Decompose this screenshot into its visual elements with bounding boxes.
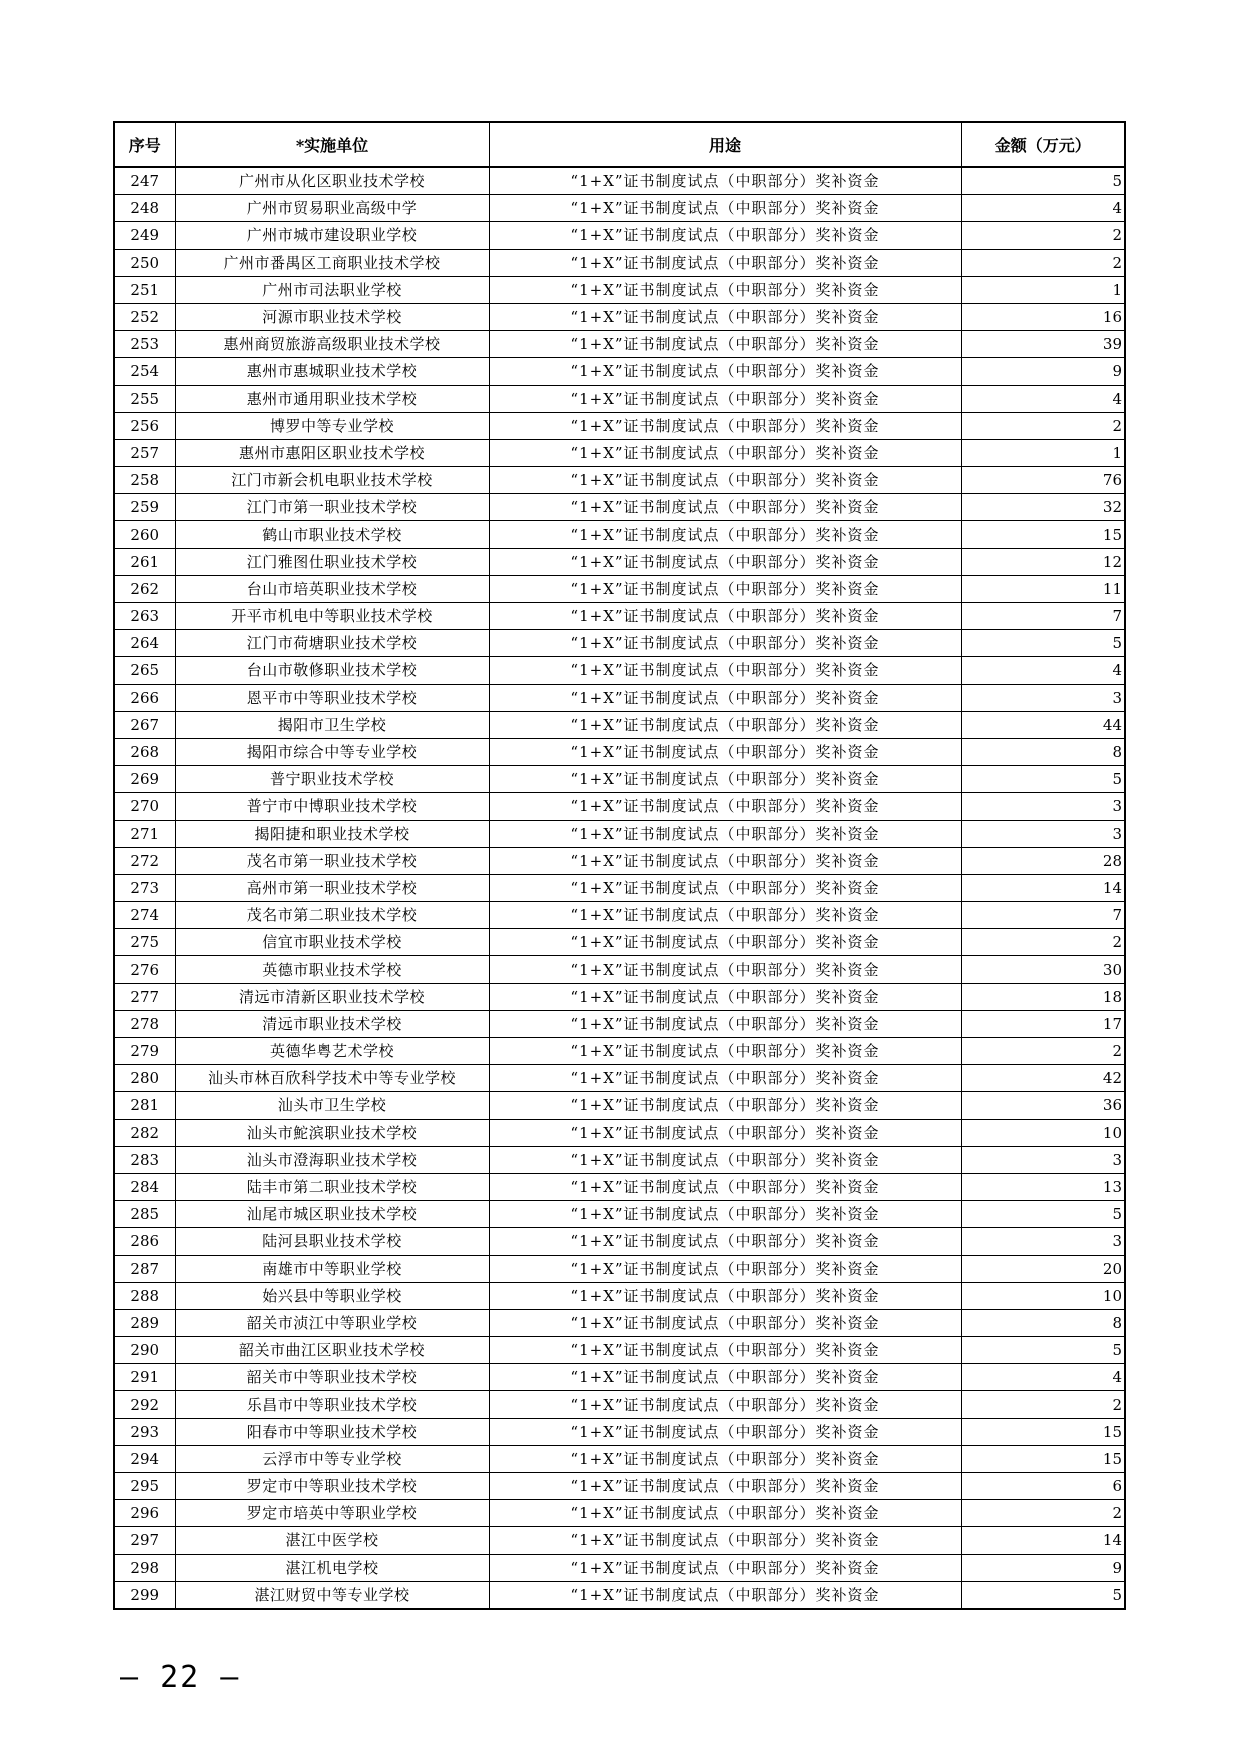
table-row — [114, 575, 1125, 602]
cell-implementing-unit: 普宁市中博职业技术学校 — [175, 793, 489, 820]
table-row — [114, 358, 1125, 385]
cell-serial-number: 257 — [114, 439, 175, 466]
table-row — [114, 1473, 1125, 1500]
cell-amount: 10 — [961, 1282, 1125, 1309]
cell-purpose: “1+X”证书制度试点（中职部分）奖补资金 — [489, 1554, 961, 1581]
table-row — [114, 385, 1125, 412]
cell-purpose: “1+X”证书制度试点（中职部分）奖补资金 — [489, 467, 961, 494]
table-row — [114, 412, 1125, 439]
cell-amount: 8 — [961, 738, 1125, 765]
table-row — [114, 1228, 1125, 1255]
table-row — [114, 1391, 1125, 1418]
cell-purpose: “1+X”证书制度试点（中职部分）奖补资金 — [489, 548, 961, 575]
cell-serial-number: 282 — [114, 1119, 175, 1146]
cell-serial-number: 268 — [114, 738, 175, 765]
cell-purpose: “1+X”证书制度试点（中职部分）奖补资金 — [489, 630, 961, 657]
cell-serial-number: 296 — [114, 1500, 175, 1527]
cell-amount: 7 — [961, 603, 1125, 630]
cell-serial-number: 258 — [114, 467, 175, 494]
table-row — [114, 874, 1125, 901]
cell-implementing-unit: 惠州市通用职业技术学校 — [175, 385, 489, 412]
cell-amount: 2 — [961, 412, 1125, 439]
cell-serial-number: 293 — [114, 1418, 175, 1445]
cell-implementing-unit: 陆丰市第二职业技术学校 — [175, 1173, 489, 1200]
cell-implementing-unit: 江门雅图仕职业技术学校 — [175, 548, 489, 575]
cell-amount: 5 — [961, 1581, 1125, 1609]
cell-purpose: “1+X”证书制度试点（中职部分）奖补资金 — [489, 1119, 961, 1146]
cell-purpose: “1+X”证书制度试点（中职部分）奖补资金 — [489, 1010, 961, 1037]
table-row — [114, 1146, 1125, 1173]
cell-amount: 15 — [961, 1445, 1125, 1472]
cell-serial-number: 267 — [114, 711, 175, 738]
cell-implementing-unit: 罗定市中等职业技术学校 — [175, 1473, 489, 1500]
cell-purpose: “1+X”证书制度试点（中职部分）奖补资金 — [489, 1201, 961, 1228]
cell-amount: 20 — [961, 1255, 1125, 1282]
cell-implementing-unit: 茂名市第二职业技术学校 — [175, 902, 489, 929]
cell-purpose: “1+X”证书制度试点（中职部分）奖补资金 — [489, 1445, 961, 1472]
cell-serial-number: 292 — [114, 1391, 175, 1418]
cell-purpose: “1+X”证书制度试点（中职部分）奖补资金 — [489, 1255, 961, 1282]
cell-purpose: “1+X”证书制度试点（中职部分）奖补资金 — [489, 412, 961, 439]
cell-implementing-unit: 江门市第一职业技术学校 — [175, 494, 489, 521]
cell-serial-number: 264 — [114, 630, 175, 657]
table-row — [114, 1418, 1125, 1445]
cell-implementing-unit: 清远市清新区职业技术学校 — [175, 983, 489, 1010]
cell-implementing-unit: 湛江机电学校 — [175, 1554, 489, 1581]
cell-amount: 8 — [961, 1309, 1125, 1336]
table-row — [114, 711, 1125, 738]
cell-serial-number: 298 — [114, 1554, 175, 1581]
cell-amount: 13 — [961, 1173, 1125, 1200]
cell-serial-number: 260 — [114, 521, 175, 548]
cell-amount: 9 — [961, 358, 1125, 385]
cell-serial-number: 253 — [114, 331, 175, 358]
cell-amount: 32 — [961, 494, 1125, 521]
cell-purpose: “1+X”证书制度试点（中职部分）奖补资金 — [489, 1418, 961, 1445]
cell-implementing-unit: 罗定市培英中等职业学校 — [175, 1500, 489, 1527]
cell-purpose: “1+X”证书制度试点（中职部分）奖补资金 — [489, 1282, 961, 1309]
cell-implementing-unit: 揭阳市卫生学校 — [175, 711, 489, 738]
table-row — [114, 657, 1125, 684]
cell-purpose: “1+X”证书制度试点（中职部分）奖补资金 — [489, 1500, 961, 1527]
cell-implementing-unit: 广州市从化区职业技术学校 — [175, 167, 489, 195]
cell-amount: 30 — [961, 956, 1125, 983]
cell-amount: 2 — [961, 1500, 1125, 1527]
cell-purpose: “1+X”证书制度试点（中职部分）奖补资金 — [489, 766, 961, 793]
cell-serial-number: 255 — [114, 385, 175, 412]
table-row — [114, 684, 1125, 711]
cell-purpose: “1+X”证书制度试点（中职部分）奖补资金 — [489, 956, 961, 983]
table-row — [114, 1173, 1125, 1200]
cell-serial-number: 252 — [114, 303, 175, 330]
cell-serial-number: 259 — [114, 494, 175, 521]
cell-purpose: “1+X”证书制度试点（中职部分）奖补资金 — [489, 738, 961, 765]
cell-purpose: “1+X”证书制度试点（中职部分）奖补资金 — [489, 195, 961, 222]
header-row — [114, 122, 1125, 167]
cell-amount: 9 — [961, 1554, 1125, 1581]
cell-implementing-unit: 揭阳捷和职业技术学校 — [175, 820, 489, 847]
cell-purpose: “1+X”证书制度试点（中职部分）奖补资金 — [489, 1146, 961, 1173]
cell-implementing-unit: 台山市培英职业技术学校 — [175, 575, 489, 602]
cell-implementing-unit: 汕头市林百欣科学技术中等专业学校 — [175, 1065, 489, 1092]
cell-purpose: “1+X”证书制度试点（中职部分）奖补资金 — [489, 711, 961, 738]
cell-implementing-unit: 鹤山市职业技术学校 — [175, 521, 489, 548]
header-serial-number: 序号 — [114, 122, 175, 167]
cell-amount: 12 — [961, 548, 1125, 575]
cell-implementing-unit: 汕头市澄海职业技术学校 — [175, 1146, 489, 1173]
table-row — [114, 1255, 1125, 1282]
cell-implementing-unit: 韶关市中等职业技术学校 — [175, 1364, 489, 1391]
cell-implementing-unit: 河源市职业技术学校 — [175, 303, 489, 330]
cell-serial-number: 265 — [114, 657, 175, 684]
table-row — [114, 439, 1125, 466]
cell-serial-number: 263 — [114, 603, 175, 630]
cell-implementing-unit: 英德华粤艺术学校 — [175, 1038, 489, 1065]
table-row — [114, 929, 1125, 956]
cell-amount: 4 — [961, 195, 1125, 222]
cell-purpose: “1+X”证书制度试点（中职部分）奖补资金 — [489, 874, 961, 901]
table-header — [114, 122, 1125, 167]
cell-amount: 2 — [961, 249, 1125, 276]
table-row — [114, 793, 1125, 820]
table-row — [114, 1337, 1125, 1364]
cell-serial-number: 280 — [114, 1065, 175, 1092]
cell-amount: 2 — [961, 1391, 1125, 1418]
cell-serial-number: 249 — [114, 222, 175, 249]
cell-purpose: “1+X”证书制度试点（中职部分）奖补资金 — [489, 249, 961, 276]
cell-purpose: “1+X”证书制度试点（中职部分）奖补资金 — [489, 1391, 961, 1418]
cell-purpose: “1+X”证书制度试点（中职部分）奖补资金 — [489, 385, 961, 412]
cell-serial-number: 274 — [114, 902, 175, 929]
cell-implementing-unit: 乐昌市中等职业技术学校 — [175, 1391, 489, 1418]
cell-serial-number: 288 — [114, 1282, 175, 1309]
cell-purpose: “1+X”证书制度试点（中职部分）奖补资金 — [489, 1092, 961, 1119]
table-row — [114, 331, 1125, 358]
cell-purpose: “1+X”证书制度试点（中职部分）奖补资金 — [489, 1337, 961, 1364]
cell-implementing-unit: 汕头市鮀滨职业技术学校 — [175, 1119, 489, 1146]
cell-amount: 42 — [961, 1065, 1125, 1092]
table-row — [114, 1010, 1125, 1037]
cell-serial-number: 299 — [114, 1581, 175, 1609]
cell-amount: 28 — [961, 847, 1125, 874]
table-row — [114, 249, 1125, 276]
cell-implementing-unit: 博罗中等专业学校 — [175, 412, 489, 439]
cell-implementing-unit: 英德市职业技术学校 — [175, 956, 489, 983]
cell-serial-number: 295 — [114, 1473, 175, 1500]
cell-implementing-unit: 茂名市第一职业技术学校 — [175, 847, 489, 874]
table-row — [114, 548, 1125, 575]
table-body — [114, 167, 1125, 1609]
cell-amount: 15 — [961, 521, 1125, 548]
cell-purpose: “1+X”证书制度试点（中职部分）奖补资金 — [489, 793, 961, 820]
funding-table — [113, 121, 1126, 1610]
table-row — [114, 195, 1125, 222]
header-purpose: 用途 — [489, 122, 961, 167]
cell-implementing-unit: 普宁职业技术学校 — [175, 766, 489, 793]
cell-purpose: “1+X”证书制度试点（中职部分）奖补资金 — [489, 222, 961, 249]
cell-amount: 39 — [961, 331, 1125, 358]
cell-amount: 14 — [961, 1527, 1125, 1554]
cell-implementing-unit: 湛江中医学校 — [175, 1527, 489, 1554]
cell-amount: 3 — [961, 820, 1125, 847]
cell-serial-number: 281 — [114, 1092, 175, 1119]
cell-serial-number: 286 — [114, 1228, 175, 1255]
page-number: — 22 — — [120, 1660, 241, 1695]
cell-purpose: “1+X”证书制度试点（中职部分）奖补资金 — [489, 1309, 961, 1336]
table-row — [114, 766, 1125, 793]
cell-serial-number: 297 — [114, 1527, 175, 1554]
cell-implementing-unit: 揭阳市综合中等专业学校 — [175, 738, 489, 765]
cell-implementing-unit: 汕头市卫生学校 — [175, 1092, 489, 1119]
cell-amount: 4 — [961, 1364, 1125, 1391]
cell-serial-number: 289 — [114, 1309, 175, 1336]
cell-implementing-unit: 南雄市中等职业学校 — [175, 1255, 489, 1282]
cell-purpose: “1+X”证书制度试点（中职部分）奖补资金 — [489, 1364, 961, 1391]
cell-serial-number: 262 — [114, 575, 175, 602]
cell-purpose: “1+X”证书制度试点（中职部分）奖补资金 — [489, 1581, 961, 1609]
cell-amount: 4 — [961, 385, 1125, 412]
cell-implementing-unit: 广州市司法职业学校 — [175, 276, 489, 303]
cell-purpose: “1+X”证书制度试点（中职部分）奖补资金 — [489, 1038, 961, 1065]
table-row — [114, 276, 1125, 303]
cell-implementing-unit: 始兴县中等职业学校 — [175, 1282, 489, 1309]
table-row — [114, 222, 1125, 249]
cell-amount: 2 — [961, 222, 1125, 249]
cell-implementing-unit: 惠州市惠阳区职业技术学校 — [175, 439, 489, 466]
table-row — [114, 1092, 1125, 1119]
cell-purpose: “1+X”证书制度试点（中职部分）奖补资金 — [489, 603, 961, 630]
cell-serial-number: 294 — [114, 1445, 175, 1472]
table-row — [114, 1554, 1125, 1581]
cell-serial-number: 284 — [114, 1173, 175, 1200]
table-row — [114, 167, 1125, 195]
cell-amount: 7 — [961, 902, 1125, 929]
cell-serial-number: 275 — [114, 929, 175, 956]
table-row — [114, 902, 1125, 929]
cell-serial-number: 276 — [114, 956, 175, 983]
cell-purpose: “1+X”证书制度试点（中职部分）奖补资金 — [489, 1065, 961, 1092]
cell-serial-number: 269 — [114, 766, 175, 793]
cell-amount: 5 — [961, 630, 1125, 657]
cell-serial-number: 256 — [114, 412, 175, 439]
cell-serial-number: 266 — [114, 684, 175, 711]
cell-purpose: “1+X”证书制度试点（中职部分）奖补资金 — [489, 1228, 961, 1255]
cell-serial-number: 271 — [114, 820, 175, 847]
cell-amount: 1 — [961, 276, 1125, 303]
cell-implementing-unit: 江门市荷塘职业技术学校 — [175, 630, 489, 657]
table-row — [114, 1445, 1125, 1472]
cell-implementing-unit: 信宜市职业技术学校 — [175, 929, 489, 956]
cell-serial-number: 273 — [114, 874, 175, 901]
cell-purpose: “1+X”证书制度试点（中职部分）奖补资金 — [489, 1527, 961, 1554]
cell-purpose: “1+X”证书制度试点（中职部分）奖补资金 — [489, 575, 961, 602]
cell-amount: 10 — [961, 1119, 1125, 1146]
table-row — [114, 1309, 1125, 1336]
cell-serial-number: 277 — [114, 983, 175, 1010]
cell-implementing-unit: 清远市职业技术学校 — [175, 1010, 489, 1037]
cell-serial-number: 285 — [114, 1201, 175, 1228]
table-row — [114, 1364, 1125, 1391]
cell-serial-number: 287 — [114, 1255, 175, 1282]
cell-serial-number: 248 — [114, 195, 175, 222]
table-row — [114, 521, 1125, 548]
cell-implementing-unit: 惠州市惠城职业技术学校 — [175, 358, 489, 385]
cell-amount: 2 — [961, 929, 1125, 956]
table-row — [114, 983, 1125, 1010]
cell-purpose: “1+X”证书制度试点（中职部分）奖补资金 — [489, 684, 961, 711]
table-row — [114, 1282, 1125, 1309]
cell-purpose: “1+X”证书制度试点（中职部分）奖补资金 — [489, 331, 961, 358]
table-row — [114, 1065, 1125, 1092]
cell-serial-number: 283 — [114, 1146, 175, 1173]
cell-implementing-unit: 开平市机电中等职业技术学校 — [175, 603, 489, 630]
cell-amount: 36 — [961, 1092, 1125, 1119]
cell-amount: 3 — [961, 1228, 1125, 1255]
cell-serial-number: 279 — [114, 1038, 175, 1065]
table-row — [114, 1201, 1125, 1228]
table-row — [114, 494, 1125, 521]
cell-implementing-unit: 惠州商贸旅游高级职业技术学校 — [175, 331, 489, 358]
cell-implementing-unit: 韶关市曲江区职业技术学校 — [175, 1337, 489, 1364]
cell-implementing-unit: 广州市城市建设职业学校 — [175, 222, 489, 249]
cell-amount: 4 — [961, 657, 1125, 684]
cell-purpose: “1+X”证书制度试点（中职部分）奖补资金 — [489, 303, 961, 330]
cell-purpose: “1+X”证书制度试点（中职部分）奖补资金 — [489, 847, 961, 874]
header-implementing-unit: *实施单位 — [175, 122, 489, 167]
cell-amount: 3 — [961, 1146, 1125, 1173]
cell-implementing-unit: 汕尾市城区职业技术学校 — [175, 1201, 489, 1228]
cell-amount: 14 — [961, 874, 1125, 901]
table-row — [114, 1581, 1125, 1609]
cell-serial-number: 254 — [114, 358, 175, 385]
cell-purpose: “1+X”证书制度试点（中职部分）奖补资金 — [489, 276, 961, 303]
cell-implementing-unit: 湛江财贸中等专业学校 — [175, 1581, 489, 1609]
cell-amount: 1 — [961, 439, 1125, 466]
cell-purpose: “1+X”证书制度试点（中职部分）奖补资金 — [489, 902, 961, 929]
table-row — [114, 630, 1125, 657]
table-row — [114, 303, 1125, 330]
cell-serial-number: 278 — [114, 1010, 175, 1037]
table-row — [114, 467, 1125, 494]
cell-implementing-unit: 云浮市中等专业学校 — [175, 1445, 489, 1472]
cell-implementing-unit: 高州市第一职业技术学校 — [175, 874, 489, 901]
cell-serial-number: 290 — [114, 1337, 175, 1364]
cell-amount: 2 — [961, 1038, 1125, 1065]
table-row — [114, 820, 1125, 847]
cell-amount: 15 — [961, 1418, 1125, 1445]
cell-purpose: “1+X”证书制度试点（中职部分）奖补资金 — [489, 167, 961, 195]
table-row — [114, 956, 1125, 983]
table-row — [114, 738, 1125, 765]
cell-implementing-unit: 江门市新会机电职业技术学校 — [175, 467, 489, 494]
cell-serial-number: 251 — [114, 276, 175, 303]
cell-purpose: “1+X”证书制度试点（中职部分）奖补资金 — [489, 657, 961, 684]
cell-amount: 3 — [961, 793, 1125, 820]
cell-purpose: “1+X”证书制度试点（中职部分）奖补资金 — [489, 929, 961, 956]
table-row — [114, 847, 1125, 874]
cell-amount: 6 — [961, 1473, 1125, 1500]
cell-purpose: “1+X”证书制度试点（中职部分）奖补资金 — [489, 358, 961, 385]
cell-purpose: “1+X”证书制度试点（中职部分）奖补资金 — [489, 820, 961, 847]
cell-amount: 5 — [961, 766, 1125, 793]
cell-implementing-unit: 陆河县职业技术学校 — [175, 1228, 489, 1255]
cell-purpose: “1+X”证书制度试点（中职部分）奖补资金 — [489, 494, 961, 521]
cell-amount: 44 — [961, 711, 1125, 738]
cell-amount: 5 — [961, 1337, 1125, 1364]
cell-implementing-unit: 韶关市浈江中等职业学校 — [175, 1309, 489, 1336]
cell-implementing-unit: 恩平市中等职业技术学校 — [175, 684, 489, 711]
cell-purpose: “1+X”证书制度试点（中职部分）奖补资金 — [489, 439, 961, 466]
cell-purpose: “1+X”证书制度试点（中职部分）奖补资金 — [489, 1473, 961, 1500]
cell-amount: 18 — [961, 983, 1125, 1010]
table-row — [114, 603, 1125, 630]
cell-serial-number: 272 — [114, 847, 175, 874]
cell-amount: 76 — [961, 467, 1125, 494]
table-row — [114, 1038, 1125, 1065]
table-row — [114, 1527, 1125, 1554]
header-amount: 金额（万元） — [961, 122, 1125, 167]
cell-implementing-unit: 台山市敬修职业技术学校 — [175, 657, 489, 684]
cell-serial-number: 261 — [114, 548, 175, 575]
cell-amount: 5 — [961, 167, 1125, 195]
cell-purpose: “1+X”证书制度试点（中职部分）奖补资金 — [489, 521, 961, 548]
cell-serial-number: 250 — [114, 249, 175, 276]
cell-purpose: “1+X”证书制度试点（中职部分）奖补资金 — [489, 983, 961, 1010]
cell-serial-number: 247 — [114, 167, 175, 195]
cell-implementing-unit: 广州市番禺区工商职业技术学校 — [175, 249, 489, 276]
table-row — [114, 1500, 1125, 1527]
cell-amount: 5 — [961, 1201, 1125, 1228]
cell-amount: 3 — [961, 684, 1125, 711]
cell-implementing-unit: 广州市贸易职业高级中学 — [175, 195, 489, 222]
cell-implementing-unit: 阳春市中等职业技术学校 — [175, 1418, 489, 1445]
cell-amount: 16 — [961, 303, 1125, 330]
cell-amount: 17 — [961, 1010, 1125, 1037]
table-row — [114, 1119, 1125, 1146]
cell-purpose: “1+X”证书制度试点（中职部分）奖补资金 — [489, 1173, 961, 1200]
cell-serial-number: 270 — [114, 793, 175, 820]
cell-amount: 11 — [961, 575, 1125, 602]
cell-serial-number: 291 — [114, 1364, 175, 1391]
